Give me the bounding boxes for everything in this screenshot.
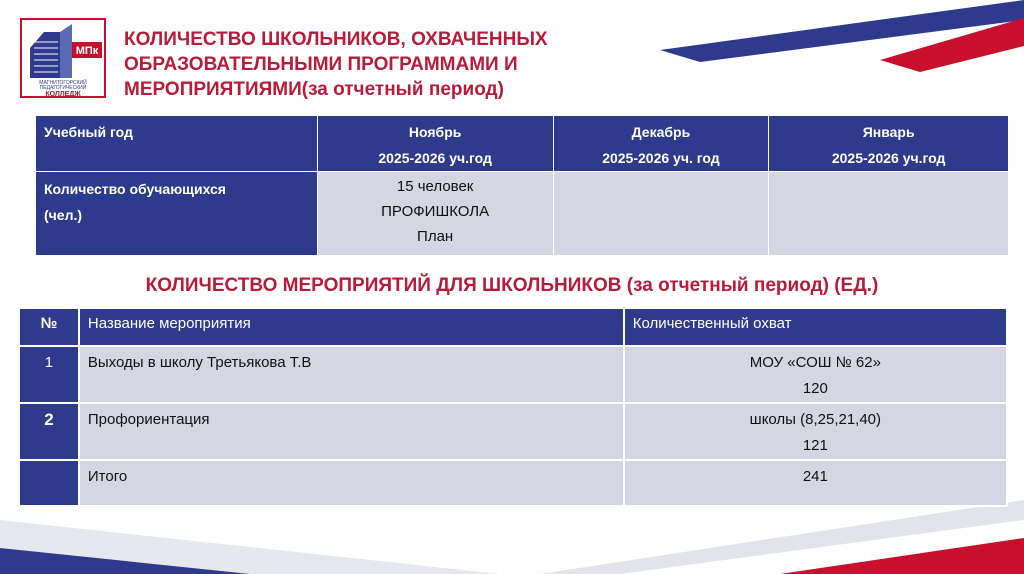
students-count-row — [36, 172, 1009, 256]
logo-line3: КОЛЛЕДЖ — [45, 91, 81, 98]
page-title — [124, 27, 684, 102]
table-row — [19, 346, 1007, 403]
row-number: 1 — [19, 346, 79, 403]
events-section-title: КОЛИЧЕСТВО МЕРОПРИЯТИЙ ДЛЯ ШКОЛЬНИКОВ (за отчетный период) (ЕД.) — [145, 275, 879, 296]
cell-line2: ПРОФИШКОЛА — [381, 203, 490, 220]
title-line-3: МЕРОПРИЯТИЯМИ(за отчетный период) — [124, 79, 504, 100]
header-year: 2025-2026 уч.год — [831, 150, 946, 166]
title-line-2: ОБРАЗОВАТЕЛЬНЫМИ ПРОГРАММАМИ И — [124, 54, 518, 75]
header-month: Январь — [862, 124, 915, 140]
header-academic-year: Учебный год — [36, 116, 318, 172]
coverage-line1: 241 — [802, 468, 828, 485]
college-logo — [20, 18, 106, 98]
header-november — [317, 116, 553, 172]
events-table — [18, 307, 1008, 507]
students-table-header — [36, 116, 1009, 172]
header-december — [553, 116, 769, 172]
coverage — [624, 403, 1007, 460]
event-name: Профориентация — [79, 403, 624, 460]
header-year: 2025-2026 уч. год — [602, 150, 720, 166]
coverage-line1: школы (8,25,21,40) — [749, 411, 882, 428]
coverage — [624, 346, 1007, 403]
coverage — [624, 460, 1007, 506]
events-table-header — [19, 308, 1007, 346]
header-number: № — [19, 308, 79, 346]
header-january — [769, 116, 1009, 172]
coverage-line2: 120 — [802, 380, 828, 397]
row-label — [36, 172, 318, 256]
header-month: Ноябрь — [408, 124, 462, 140]
logo-line2: ПЕДАГОГИЧЕСКИЙ — [39, 85, 87, 91]
table-row — [19, 403, 1007, 460]
header-year: 2025-2026 уч.год — [378, 150, 492, 166]
cell-november — [317, 172, 553, 256]
logo-mark-text: МПк — [75, 45, 99, 57]
header-event-name: Название мероприятия — [79, 308, 624, 346]
cell-december — [553, 172, 769, 256]
coverage-line1: МОУ «СОШ № 62» — [749, 354, 881, 371]
students-count-table — [35, 115, 1009, 256]
row-label-line2: (чел.) — [44, 207, 83, 223]
college-logo-icon — [20, 18, 106, 98]
cell-line3: План — [417, 228, 454, 245]
event-name: Выходы в школу Третьякова Т.В — [79, 346, 624, 403]
table-row-total — [19, 460, 1007, 506]
cell-line1: 15 человек — [396, 178, 474, 195]
header-coverage: Количественный охват — [624, 308, 1007, 346]
cell-january — [769, 172, 1009, 256]
row-number: 2 — [19, 403, 79, 460]
logo-line1: МАГНИТОГОРСКИЙ — [39, 80, 87, 86]
coverage-line2: 121 — [802, 437, 828, 454]
event-name: Итого — [79, 460, 624, 506]
row-number — [19, 460, 79, 506]
header-month: Декабрь — [631, 124, 691, 140]
title-line-1: КОЛИЧЕСТВО ШКОЛЬНИКОВ, ОХВАЧЕННЫХ — [124, 29, 548, 50]
row-label-line1: Количество обучающихся — [44, 181, 226, 197]
